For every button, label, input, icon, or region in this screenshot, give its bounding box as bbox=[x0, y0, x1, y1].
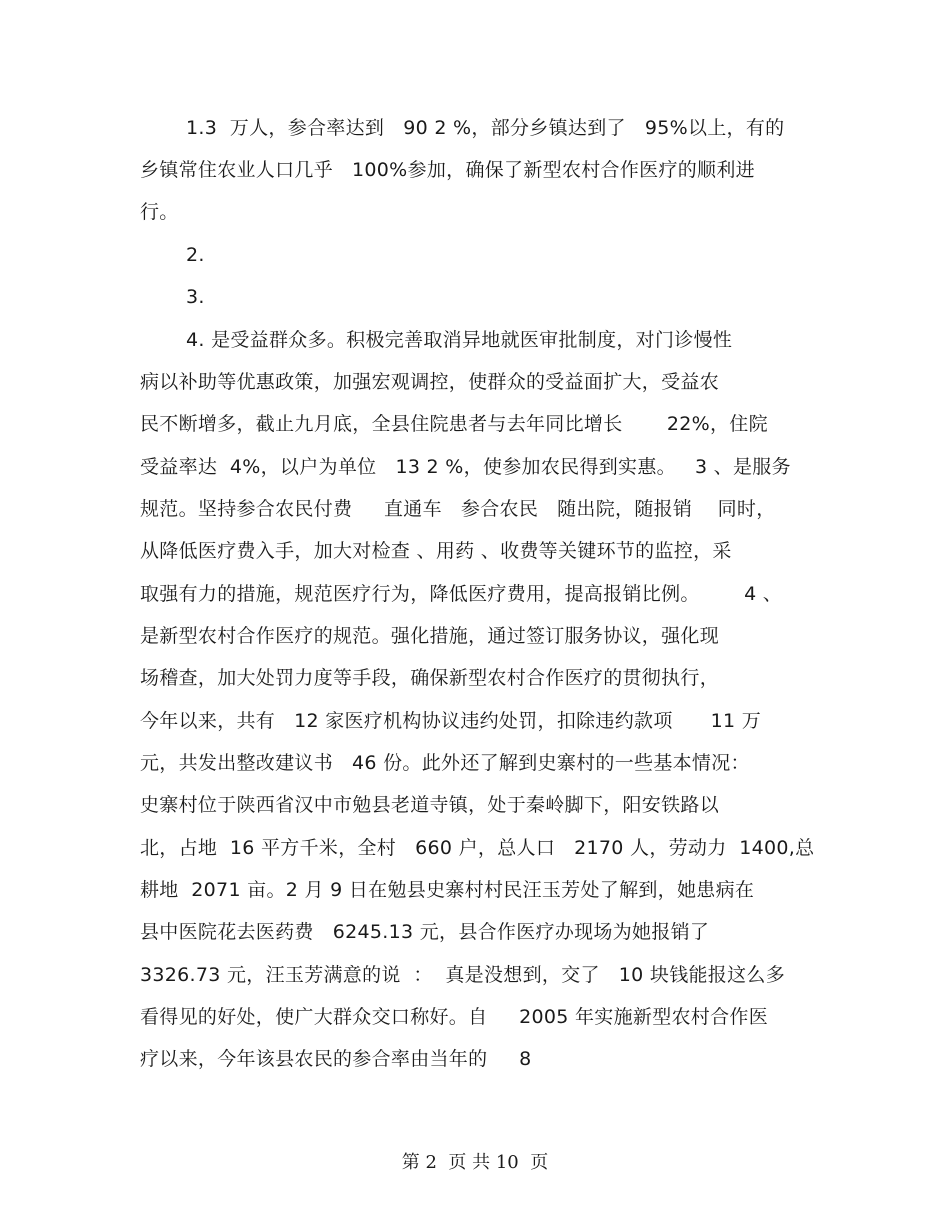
text-line: 1.3 万人，参合率达到 90 2 %，部分乡镇达到了 95%以上，有的 bbox=[186, 117, 785, 139]
text-line: 县中医院花去医药费 6245.13 元，县合作医疗办现场为她报销了 bbox=[140, 921, 710, 943]
text-line: 2. bbox=[186, 244, 205, 266]
text-line: 取强有力的措施，规范医疗行为，降低医疗费用，提高报销比例。 4 、 bbox=[140, 583, 783, 605]
text-line: 今年以来，共有 12 家医疗机构协议违约处罚，扣除违约款项 11 万 bbox=[140, 710, 762, 732]
text-line: 从降低医疗费入手，加大对检查 、用药 、收费等关键环节的监控，采 bbox=[140, 540, 732, 562]
text-line: 病以补助等优惠政策，加强宏观调控，使群众的受益面扩大，受益农 bbox=[140, 371, 720, 393]
text-line: 行。 bbox=[140, 201, 179, 223]
text-line: 场稽查，加大处罚力度等手段，确保新型农村合作医疗的贯彻执行， bbox=[140, 667, 720, 689]
text-line: 民不断增多，截止九月底，全县住院患者与去年同比增长 22%，住院 bbox=[140, 413, 768, 435]
text-line: 元，共发出整改建议书 46 份。此外还了解到史寨村的一些基本情况： bbox=[140, 752, 750, 774]
text-line: 3. bbox=[186, 286, 205, 308]
text-line: 看得见的好处，使广大群众交口称好。自 2005 年实施新型农村合作医 bbox=[140, 1006, 768, 1028]
text-line: 耕地 2071 亩。2 月 9 日在勉县史寨村村民汪玉芳处了解到，她患病在 bbox=[140, 879, 755, 901]
text-line: 4. 是受益群众多。积极完善取消异地就医审批制度，对门诊慢性 bbox=[186, 329, 733, 351]
text-line: 疗以来，今年该县农民的参合率由当年的 8 bbox=[140, 1048, 532, 1070]
text-line: 史寨村位于陕西省汉中市勉县老道寺镇，处于秦岭脚下，阳安铁路以 bbox=[140, 794, 720, 816]
text-line: 规范。坚持参合农民付费 直通车 参合农民 随出院，随报销 同时， bbox=[140, 498, 776, 520]
text-line: 3326.73 元，汪玉芳满意的说 ： 真是没想到，交了 10 块钱能报这么多 bbox=[140, 964, 786, 986]
text-line: 乡镇常住农业人口几乎 100%参加，确保了新型农村合作医疗的顺利进 bbox=[140, 159, 755, 181]
text-line: 北，占地 16 平方千米，全村 660 户，总人口 2170 人，劳动力 1400,总 bbox=[140, 837, 815, 859]
page-number-footer: 第 2 页 共 10 页 bbox=[401, 1152, 549, 1173]
text-line: 是新型农村合作医疗的规范。强化措施，通过签订服务协议，强化现 bbox=[140, 625, 720, 647]
text-line: 受益率达 4%，以户为单位 13 2 %，使参加农民得到实惠。 3 、是服务 bbox=[140, 456, 791, 478]
